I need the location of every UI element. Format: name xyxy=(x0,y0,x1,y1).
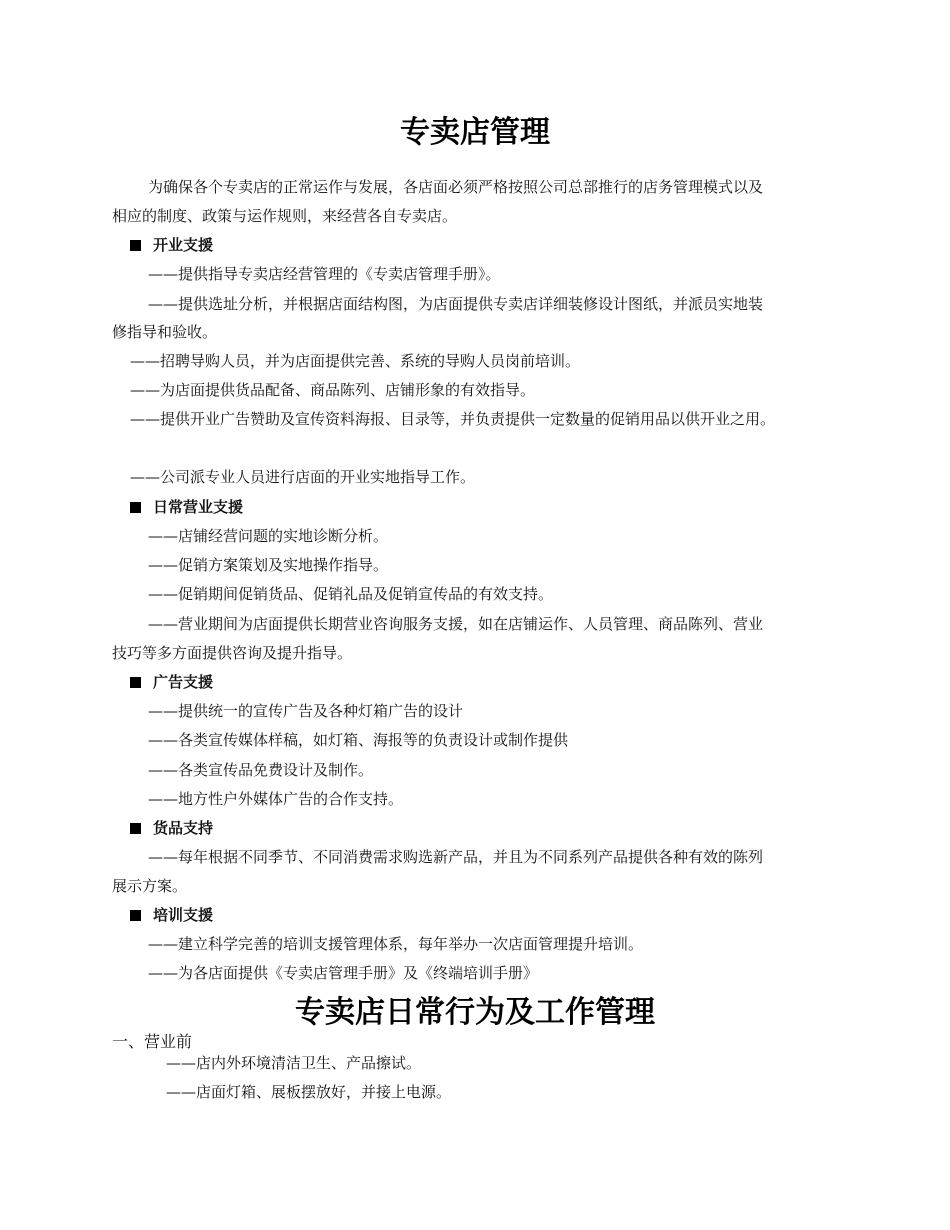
list-item: 技巧等多方面提供咨询及提升指导。 xyxy=(112,644,353,662)
doc-title: 专卖店管理 xyxy=(400,115,550,150)
list-item: ——促销期间促销货品、促销礼品及促销宣传品的有效支持。 xyxy=(148,585,554,603)
list-item: ——店铺经营问题的实地诊断分析。 xyxy=(148,527,389,545)
list-item: ——提供开业广告赞助及宣传资料海报、目录等，并负责提供一定数量的促销用品以供开业之用。 xyxy=(130,410,776,428)
square-bullet-icon xyxy=(130,677,141,688)
list-item: ——招聘导购人员，并为店面提供完善、系统的导购人员岗前培训。 xyxy=(130,352,581,370)
list-item: ——提供指导专卖店经营管理的《专卖店管理手册》。 xyxy=(148,265,501,283)
list-item: ——各类宣传品免费设计及制作。 xyxy=(148,761,374,779)
list-item: ——提供选址分析，并根据店面结构图，为店面提供专卖店详细装修设计图纸，并派员实地装 xyxy=(148,295,764,313)
list-item: ——店面灯箱、展板摆放好，并接上电源。 xyxy=(166,1083,452,1101)
list-item: ——为店面提供货品配备、商品陈列、店铺形象的有效指导。 xyxy=(130,381,536,399)
list-item: ——各类宣传媒体样稿，如灯箱、海报等的负责设计或制作提供 xyxy=(148,731,569,749)
list-item: ——公司派专业人员进行店面的开业实地指导工作。 xyxy=(130,468,476,486)
intro-line: 相应的制度、政策与运作规则，来经营各自专卖店。 xyxy=(112,207,458,225)
section-heading: 广告支援 xyxy=(130,672,213,692)
list-item: 展示方案。 xyxy=(112,877,188,895)
square-bullet-icon xyxy=(130,823,141,834)
list-item: ——提供统一的宣传广告及各种灯箱广告的设计 xyxy=(148,702,464,720)
list-item: 修指导和验收。 xyxy=(112,323,218,341)
list-item: ——每年根据不同季节、不同消费需求购选新产品，并且为不同系列产品提供各种有效的陈列 xyxy=(148,848,764,866)
part-heading: 一、营业前 xyxy=(112,1032,193,1051)
list-item: ——建立科学完善的培训支援管理体系，每年举办一次店面管理提升培训。 xyxy=(148,935,644,953)
list-item: ——地方性户外媒体广告的合作支持。 xyxy=(148,790,404,808)
intro-line: 为确保各个专卖店的正常运作与发展，各店面必须严格按照公司总部推行的店务管理模式以及 xyxy=(148,178,764,196)
square-bullet-icon xyxy=(130,910,141,921)
list-item: ——为各店面提供《专卖店管理手册》及《终端培训手册》 xyxy=(148,964,539,982)
section-heading: 培训支援 xyxy=(130,905,213,925)
section-heading: 货品支持 xyxy=(130,818,213,838)
square-bullet-icon xyxy=(130,240,141,251)
list-item: ——营业期间为店面提供长期营业咨询服务支援，如在店铺运作、人员管理、商品陈列、营业 xyxy=(148,615,764,633)
section-heading: 日常营业支援 xyxy=(130,497,243,517)
list-item: ——店内外环境清洁卫生、产品擦试。 xyxy=(166,1054,422,1072)
list-item: ——促销方案策划及实地操作指导。 xyxy=(148,556,389,574)
doc-title-2: 专卖店日常行为及工作管理 xyxy=(295,995,655,1030)
section-heading: 开业支援 xyxy=(130,235,213,255)
square-bullet-icon xyxy=(130,502,141,513)
